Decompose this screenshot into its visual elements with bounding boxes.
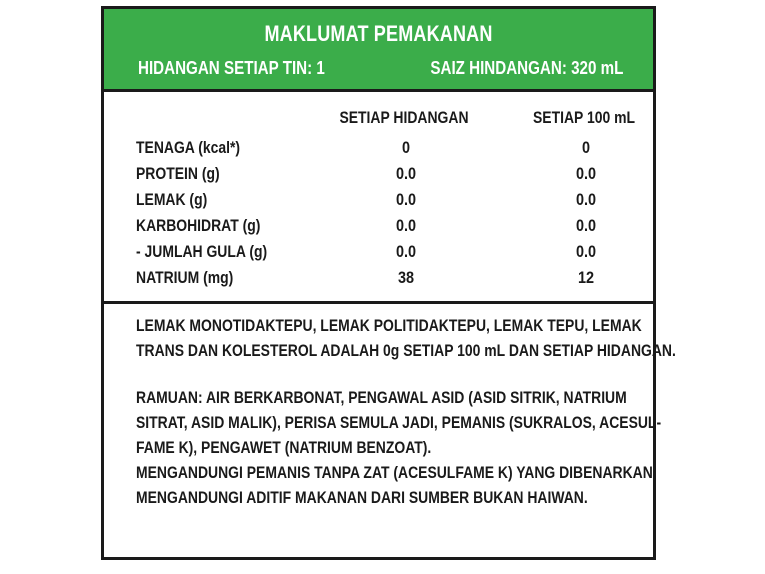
serving-size: SAIZ HINDANGAN: 320 mL	[429, 57, 623, 78]
nutrient-label: TENAGA (kcal*)	[136, 138, 241, 157]
nutrient-label: - JUMLAH GULA (g)	[136, 242, 268, 261]
nutrient-label: LEMAK (g)	[136, 190, 208, 209]
sweetener-note: MENGANDUNGI PEMANIS TANPA ZAT (ACESULFAME K) YANG DIBENARKAN.	[136, 463, 657, 482]
nutrition-label	[101, 6, 676, 560]
table-row: KARBOHIDRAT (g) 0.0 0.0	[104, 213, 653, 239]
additive-note: MENGANDUNGI ADITIF MAKANAN DARI SUMBER BUKAN HAIWAN.	[136, 488, 588, 507]
label-title: MAKLUMAT PEMAKANAN	[264, 21, 493, 46]
fat-note-line: TRANS DAN KOLESTEROL ADALAH 0g SETIAP 100 mL DAN SETIAP HIDANGAN.	[136, 341, 676, 360]
table-row: - JUMLAH GULA (g) 0.0 0.0	[104, 239, 653, 265]
nutrition-table: SETIAP HIDANGAN SETIAP 100 mL TENAGA (kcal*) 0 0 PROTEIN (g) 0.0 0.0 LEMAK (g) 0.0 0.0 KARBOHIDRAT (g) 0.0 0.0 - JUMLAH GULA (g) 0.0 0.0 NATRIUM (mg) 38 12	[104, 92, 653, 304]
table-row: NATRIUM (mg) 38 12	[104, 265, 653, 291]
table-row: TENAGA (kcal*) 0 0	[104, 135, 653, 161]
table-row: LEMAK (g) 0.0 0.0	[104, 187, 653, 213]
ingredients-line: SITRAT, ASID MALIK), PERISA SEMULA JADI, PEMANIS (SUKRALOS, ACESUL-	[136, 413, 662, 432]
nutrient-label: PROTEIN (g)	[136, 164, 220, 183]
ingredients-line	[136, 385, 628, 410]
label-header	[104, 9, 653, 92]
nutrient-label: NATRIUM (mg)	[136, 268, 234, 287]
ingredients-line: FAME K), PENGAWET (NATRIUM BENZOAT).	[136, 438, 432, 457]
nutrient-label: KARBOHIDRAT (g)	[136, 216, 261, 235]
ingredients-label: RAMUAN:	[136, 388, 203, 407]
servings-per-pack: HIDANGAN SETIAP TIN: 1	[138, 57, 325, 78]
label-notes	[136, 313, 676, 510]
ingredients-text: AIR BERKARBONAT, PENGAWAL ASID (ASID SITRIK, NATRIUM	[202, 388, 627, 407]
fat-note-line: LEMAK MONOTIDAKTEPU, LEMAK POLITIDAKTEPU, LEMAK TEPU, LEMAK	[136, 316, 642, 335]
table-row: PROTEIN (g) 0.0 0.0	[104, 161, 653, 187]
